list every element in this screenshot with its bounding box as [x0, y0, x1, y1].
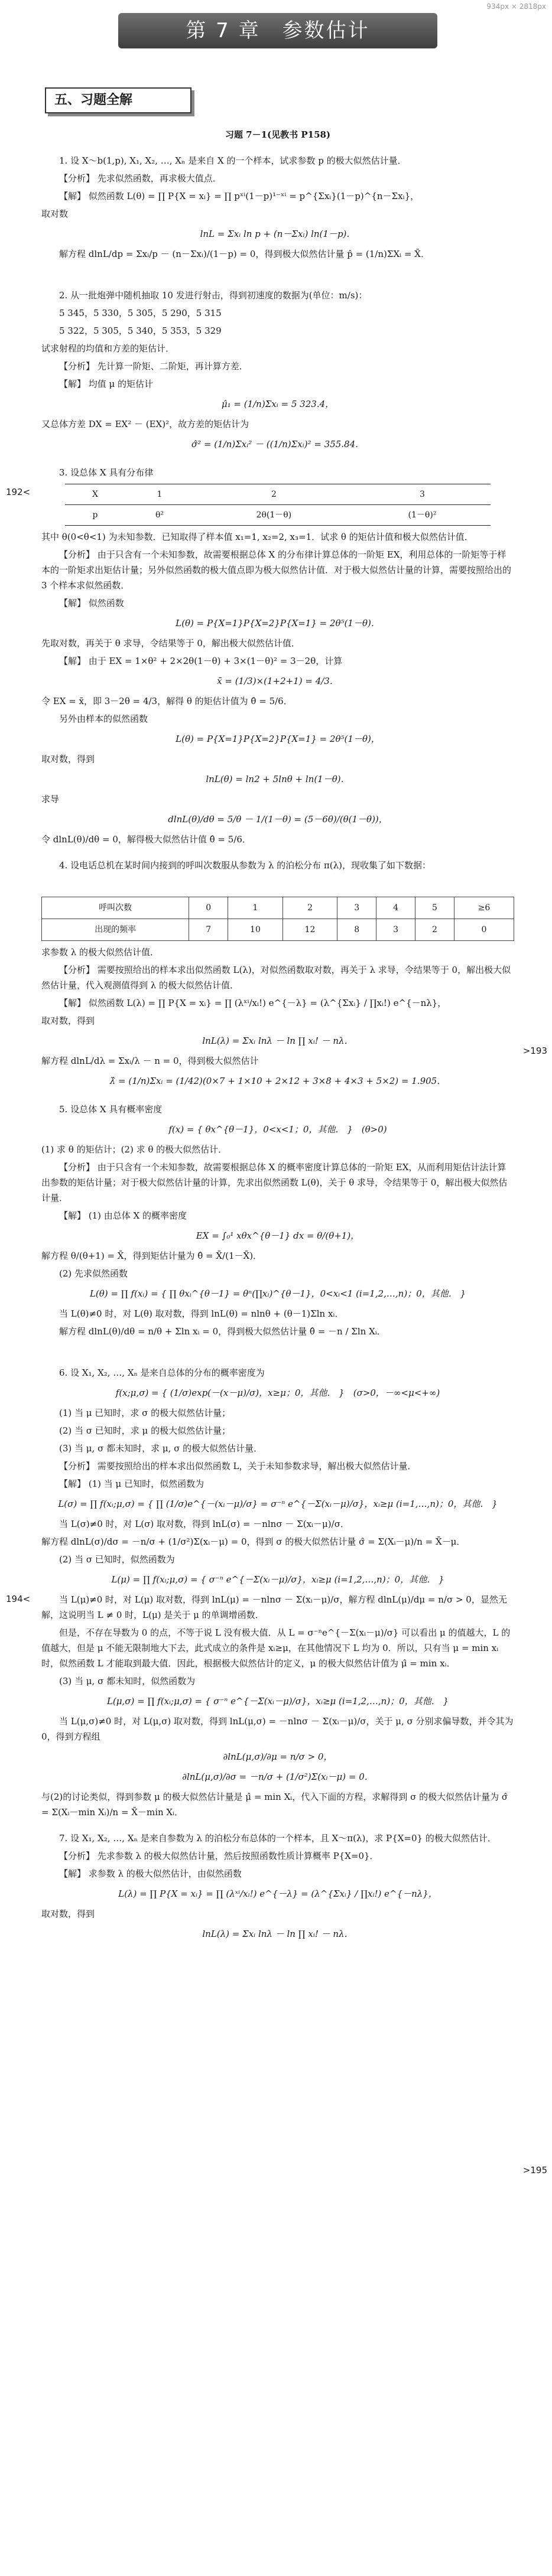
q6-equation-2: 解方程 dlnL(σ)/dσ = －n/σ + (1/σ²)Σ(xᵢ－μ) = 0，得到 σ 的极大似然估计量 σ̂ = Σ(Xᵢ－μ)/n = X̄－μ．: [41, 1536, 466, 1547]
table-cell: 8: [337, 919, 376, 941]
q3-stem-2: 其中 θ(0<θ<1) 为未知参数．已知取得了样本值 x₁=1, x₂=2, x₃=1．试求 θ 的矩估计值和极大似然估计值．: [41, 532, 473, 542]
q1-solution: 【解】 似然函数 L(θ) = ∏ P{X = xᵢ} = ∏ pˣⁱ(1－p)¹⁻ˣⁱ = p^{Σxᵢ}(1－p)^{n－Σxᵢ}，: [59, 191, 420, 201]
page-marker-195: >195: [522, 2165, 547, 2176]
page-marker-194: 194<: [6, 1594, 31, 1604]
q6-solution-1: 【解】 (1) 当 μ 已知时，似然函数为: [59, 1478, 204, 1489]
q5-solution-2: (2) 先求似然函数: [59, 1268, 128, 1279]
q6-density: f(x;μ,σ) = { (1/σ)exp(－(x－μ)/σ)，x≥μ；0，其他． } (σ>0，－∞<μ<+∞): [115, 1388, 440, 1398]
page-size-mark: 934px × 2818px: [486, 2, 546, 11]
q5-density: f(x) = { θx^{θ－1}，0<x<1；0，其他． } (θ>0): [168, 1124, 387, 1135]
q4-text: 取对数，得到: [41, 1015, 95, 1026]
q6-equation-6: ∂lnL(μ,σ)/∂σ = －n/σ + (1/σ²)Σ(xᵢ－μ) = 0．: [182, 1771, 374, 1782]
table-cell: 4: [376, 897, 415, 919]
table-cell: θ²: [125, 505, 194, 526]
table-cell: ≥6: [454, 897, 514, 919]
q7-solution: 【解】 求参数 λ 的极大似然估计，由似然函数: [59, 1868, 242, 1879]
q2-analysis: 【分析】 先计算一阶矩、二阶矩，再计算方差．: [59, 361, 248, 372]
q6-equation-1: L(σ) = ∏ f(xᵢ;μ,σ) = { ∏ (1/σ)e^{－(xᵢ－μ)/σ} = σ⁻ⁿ e^{－Σ(xᵢ－μ)/σ}，xᵢ≥μ (i=1,…,n)；0，其他． }: [58, 1499, 498, 1509]
table-cell: 12: [283, 919, 337, 941]
q3-text-6: 令 dlnL(θ)/dθ = 0，解得极大似然估计值 θ̂ = 5/6．: [41, 834, 251, 845]
exercise-title: 习题 7－1(见教书 P158): [225, 129, 331, 140]
q6-text-4: 当 L(μ,σ)≠0 时，对 L(μ,σ) 取对数，得到 lnL(μ,σ) = －nlnσ － Σ(xᵢ－μ)/σ，关于 μ, σ 分别求偏导数，并令其为 0，得到方程组: [41, 1716, 514, 1742]
q3-equation-1: L(θ) = P{X=1}P{X=2}P{X=1} = 2θ⁵(1－θ)．: [176, 618, 380, 628]
q1-equation-1: lnL = Σxᵢ ln p + (n－Σxᵢ) ln(1－p)．: [200, 229, 356, 239]
q2-equation-2: σ̂² = (1/n)Σxᵢ² － ((1/n)Σxᵢ)² = 355.84．: [191, 439, 365, 450]
table-cell: 3: [376, 919, 415, 941]
q1-equation-2: 解方程 dlnL/dp = Σxᵢ/p － (n－Σxᵢ)/(1－p) = 0，得到极大似然估计量 p̂ = (1/n)ΣXᵢ = X̄．: [59, 249, 430, 259]
table-cell: X: [65, 484, 125, 505]
q6-equation-5: ∂lnL(μ,σ)/∂μ = n/σ > 0，: [223, 1751, 333, 1762]
q5-equation-4: 解方程 dlnL(θ)/dθ = n/θ + Σln xᵢ = 0，得到极大似然估计量 θ̂ = －n / Σln Xᵢ．: [59, 1326, 386, 1337]
q4-equation-2: 解方程 dlnL/dλ = Σxᵢ/λ － n = 0，得到极大似然估计: [41, 1056, 259, 1066]
question-1: [41, 153, 514, 262]
table-cell: 7: [189, 919, 228, 941]
q7-text: 取对数，得到: [41, 1909, 95, 1919]
q3-text-4: 取对数，得到: [41, 754, 95, 764]
q2-solution: 【解】 均值 μ 的矩估计: [59, 379, 154, 389]
table-cell: (1－θ)²: [354, 505, 491, 526]
q5-equation-3: L(θ) = ∏ f(xᵢ) = { ∏ θxᵢ^{θ－1} = θⁿ(∏xᵢ)^{θ－1}，0<xᵢ<1 (i=1,2,…,n)；0，其他． }: [89, 1288, 466, 1299]
q3-distribution-table: [65, 484, 491, 526]
question-3: [41, 465, 514, 847]
q4-stem-2: 求参数 λ 的极大似然估计值．: [41, 947, 160, 958]
table-row: [42, 897, 514, 919]
table-cell: 出现的频率: [42, 919, 189, 941]
q3-solution-2: 【解】 由于 EX = 1×θ² + 2×2θ(1－θ) + 3×(1－θ)² = 3－2θ，计算: [59, 656, 343, 666]
table-row: [42, 919, 514, 941]
q2-stem: 2. 从一批炮弹中随机抽取 10 发进行射击，得到初速度的数据为(单位：m/s)：: [59, 290, 368, 301]
q7-equation-1: L(λ) = ∏ P{X = xᵢ} = ∏ (λˣⁱ/xᵢ!) e^{－λ} = (λ^{Σxᵢ} / ∏xᵢ!) e^{－nλ}，: [118, 1888, 437, 1899]
table-cell: 0: [454, 919, 514, 941]
table-cell: 10: [228, 919, 283, 941]
q3-equation-4: lnL(θ) = ln2 + 5lnθ + ln(1－θ)．: [206, 774, 350, 784]
table-cell: 1: [125, 484, 194, 505]
q3-solution-1: 【解】 似然函数: [59, 598, 124, 608]
table-cell: 2: [283, 897, 337, 919]
q2-data-row-2: 5 322，5 305，5 340，5 353，5 329: [59, 325, 222, 336]
q6-part-3: (3) 当 μ, σ 都未知时，求 μ, σ 的极大似然估计量．: [59, 1443, 263, 1454]
table-cell: 3: [337, 897, 376, 919]
chapter-title-banner: 第 7 章 参数估计: [118, 13, 437, 48]
q2-equation-1: μ̂₁ = (1/n)Σxᵢ = 5 323.4，: [221, 399, 335, 409]
q4-frequency-table: [41, 897, 514, 941]
table-cell: 0: [189, 897, 228, 919]
exercise-content: [41, 127, 514, 1946]
q2-stem-2: 试求射程的均值和方差的矩估计．: [41, 343, 175, 354]
q4-analysis: 【分析】 需要按照给出的样本求出似然函数 L(λ)，对似然函数取对数，再关于 λ 求导，令结果等于 0，解出极大似然估计量，代入观测值得到 λ 的极大似然估计值．: [41, 965, 511, 991]
question-7: [41, 1831, 514, 1942]
table-cell: 2: [415, 919, 454, 941]
q7-stem: 7. 设 X₁, X₂, …, Xₙ 是来自参数为 λ 的泊松分布总体的一个样本，且 X～π(λ)，求 P{X=0} 的极大似然估计．: [59, 1833, 496, 1844]
table-cell: 5: [415, 897, 454, 919]
q2-text: 又总体方差 DX = EX² － (EX)²，故方差的矩估计为: [41, 419, 249, 429]
q5-stem-2: (1) 求 θ 的矩估计；(2) 求 θ 的极大似然估计．: [41, 1144, 228, 1155]
table-cell: 呼叫次数: [42, 897, 189, 919]
q5-text: 当 L(θ)≠0 时，对 L(θ) 取对数，得到 lnL(θ) = nlnθ + (θ－1)Σln xᵢ．: [59, 1308, 344, 1319]
q3-equation-3: L(θ) = P{X=1}P{X=2}P{X=1} = 2θ⁵(1－θ)，: [176, 734, 380, 744]
q5-equation-1: EX = ∫₀¹ xθx^{θ－1} dx = θ/(θ+1)，: [196, 1230, 360, 1241]
q6-solution-2: (2) 当 σ 已知时，似然函数为: [59, 1554, 175, 1565]
question-2: [41, 288, 514, 452]
q5-solution-1: 【解】 (1) 由总体 X 的概率密度: [59, 1210, 187, 1221]
q3-text-2: 令 EX = x̄，即 3－2θ = 4/3，解得 θ 的矩估计值为 θ̂ = 5/6．: [41, 696, 293, 706]
q7-equation-2: lnL(λ) = Σxᵢ lnλ － ln ∏ xᵢ! － nλ．: [202, 1929, 353, 1939]
q6-part-2: (2) 当 σ 已知时，求 μ 的极大似然估计量；: [59, 1425, 231, 1436]
q3-stem: 3. 设总体 X 具有分布律: [59, 467, 154, 478]
q3-text-3: 另外由样本的似然函数: [59, 714, 148, 724]
table-row: [65, 484, 491, 505]
q3-text-1: 先取对数，再关于 θ 求导，令结果等于 0，解出极大似然估计值．: [41, 638, 300, 649]
table-cell: 1: [228, 897, 283, 919]
table-row: [65, 505, 491, 526]
q3-text-5: 求导: [41, 794, 60, 805]
q6-stem: 6. 设 X₁, X₂, …, Xₙ 是来自总体的分布的概率密度为: [59, 1367, 265, 1378]
q1-stem: 1. 设 X～b(1,p), X₁, X₂, …, Xₙ 是来自 X 的一个样本，试求参数 p 的极大似然估计量．: [59, 155, 407, 166]
q6-solution-3: (3) 当 μ, σ 都未知时，似然函数为: [59, 1676, 196, 1686]
q6-text-2: 当 L(μ)≠0 时，对 L(μ) 取对数，得到 lnL(μ) = －nlnσ － Σ(xᵢ－μ)/σ，解方程 dlnL(μ)/dμ = n/σ > 0，显然无解，这说明当 L ≠ 0 时，L(μ) 是关于 μ 的单调增函数．: [41, 1594, 507, 1620]
q5-stem: 5. 设总体 X 具有概率密度: [59, 1104, 163, 1115]
question-5: [41, 1102, 514, 1339]
table-cell: 2: [194, 484, 354, 505]
q6-text-5: 与(2)的讨论类似，得到参数 μ 的极大似然估计量是 μ̂ = min Xᵢ，代入下面的方程，求解得到 σ 的极大似然估计量为 σ̂ = Σ(Xᵢ－min Xᵢ)/n = X̄－min Xᵢ．: [41, 1792, 508, 1818]
q4-solution: 【解】 似然函数 L(λ) = ∏ P{X = xᵢ} = ∏ (λˣⁱ/xᵢ!) e^{－λ} = (λ^{Σxᵢ} / ∏xᵢ!) e^{－nλ}，: [59, 998, 447, 1008]
table-cell: p: [65, 505, 125, 526]
page-marker-192: 192<: [6, 487, 31, 497]
q6-part-1: (1) 当 μ 已知时，求 σ 的极大似然估计量；: [59, 1408, 231, 1418]
q2-data-row-1: 5 345，5 330，5 305，5 290，5 315: [59, 308, 222, 318]
q6-text-1: 当 L(σ)≠0 时，对 L(σ) 取对数，得到 lnL(σ) = －nlnσ － Σ(xᵢ－μ)/σ．: [59, 1519, 349, 1529]
q4-equation-3: λ̂ = (1/n)Σxᵢ = (1/42)(0×7 + 1×10 + 2×12 + 3×8 + 4×3 + 5×2) = 1.905．: [109, 1076, 446, 1086]
q6-equation-4: L(μ,σ) = ∏ f(xᵢ;μ,σ) = { σ⁻ⁿ e^{－Σ(xᵢ－μ)/σ}，xᵢ≥μ (i=1,2,…,n)；0，其他． }: [106, 1696, 449, 1707]
q6-equation-3: L(μ) = ∏ f(xᵢ;μ,σ) = { σ⁻ⁿ e^{－Σ(xᵢ－μ)/σ}，xᵢ≥μ (i=1,2,…,n)；0，其他． }: [111, 1574, 444, 1585]
q6-analysis: 【分析】 需要按照给出的样本求出似然函数 L，关于未知参数求导，解出极大似然估计量．: [59, 1461, 417, 1471]
question-4: [41, 858, 514, 1089]
q1-text: 取对数: [41, 209, 69, 219]
q3-equation-2: x̄ = (1/3)×(1+2+1) = 4/3．: [217, 676, 339, 686]
page-marker-193: >193: [522, 1046, 547, 1056]
q5-equation-2: 解方程 θ/(θ+1) = X̄，得到矩估计量为 θ̂ = X̄/(1－X̄)．: [41, 1250, 262, 1261]
q1-analysis: 【分析】 先求似然函数，再求极大值点．: [59, 173, 222, 184]
q4-equation-1: lnL(λ) = Σxᵢ lnλ － ln ∏ xᵢ! － nλ．: [202, 1035, 353, 1046]
table-cell: 3: [354, 484, 491, 505]
q6-text-3: 但是，不存在导数为 0 的点，不等于说 L 没有极大值．从 L = σ⁻ⁿe^{－Σ(xᵢ－μ)/σ} 可以看出 μ 的值越大，L 的值越大，但是 μ 不能无限制地大下去，此式成立的条件是 xᵢ≥μ，在其他情况下 L 均为 0．所以，只有当 μ = min xᵢ 时，似然函数 L 才能取到最大值．因此，根据极大似然估计的定义，μ 的极大似然估计值为 μ̂ = min xᵢ．: [41, 1627, 511, 1669]
q5-analysis: 【分析】 由于只含有一个未知参数，故需要根据总体 X 的概率密度计算总体的一阶矩 EX，从而利用矩估计法计算出参数的矩估计量；对于极大似然估计量的计算，先求出似然函数 L(θ)，关于 θ 求导，令结果等于 0，解出极大似然估计量．: [41, 1162, 508, 1203]
table-cell: 2θ(1－θ): [194, 505, 354, 526]
section-title: 五、习题全解: [45, 87, 191, 113]
question-6: [41, 1365, 514, 1820]
q3-analysis: 【分析】 由于只含有一个未知参数，故需要根据总体 X 的分布律计算总体的一阶矩 EX，利用总体的一阶矩等于样本的一阶矩求出矩估计量；另外似然函数的极大值点即为极大似然估计值．对于极大似然估计量的计算，需要按照给出的 3 个样本求似然函数．: [41, 549, 512, 591]
q3-equation-5: dlnL(θ)/dθ = 5/θ － 1/(1－θ) = (5－6θ)/(θ(1－θ))，: [168, 814, 388, 825]
q7-analysis: 【分析】 先求参数 λ 的极大似然估计量，然后按照函数性质计算概率 P{X=0}．: [59, 1851, 379, 1861]
q4-stem: 4. 设电话总机在某时间内接到的呼叫次数服从参数为 λ 的泊松分布 π(λ)，现收集了如下数据：: [59, 860, 431, 871]
